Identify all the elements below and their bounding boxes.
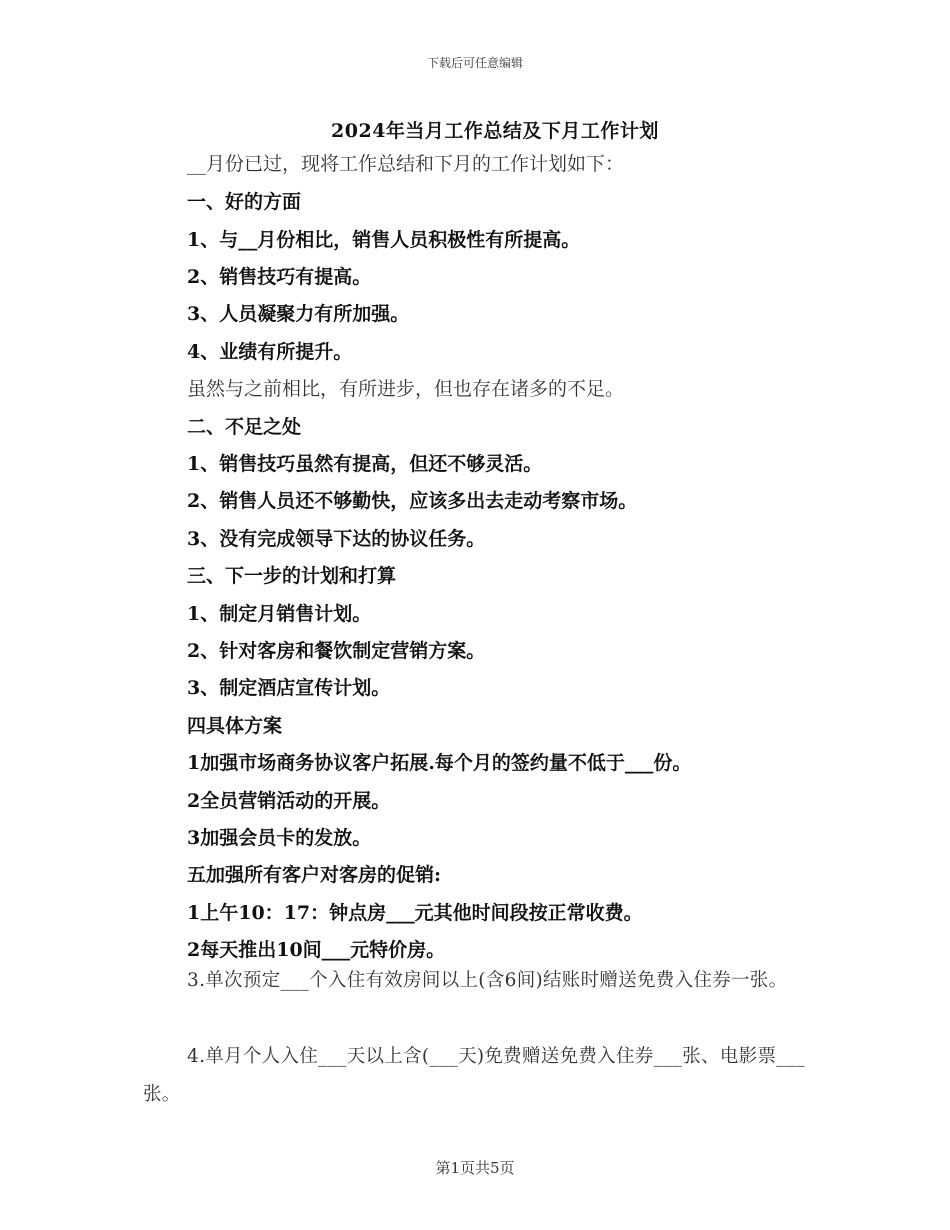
section-heading-1: 一、好的方面 — [187, 191, 302, 213]
list-item: 2每天推出10间___元特价房。 — [187, 939, 446, 961]
list-item: 1、销售技巧虽然有提高，但还不够灵活。 — [187, 453, 543, 475]
list-item: 2、针对客房和餐饮制定营销方案。 — [187, 640, 486, 662]
list-item: 2、销售技巧有提高。 — [187, 266, 372, 288]
section-heading-2: 二、不足之处 — [187, 416, 302, 438]
paragraph: 3.单次预定___个入住有效房间以上(含6间)结账时赠送免费入住券一张。 — [187, 970, 788, 991]
list-item: 3加强会员卡的发放。 — [187, 827, 372, 849]
page-header: 下载后可任意编辑 — [426, 56, 523, 70]
list-item: 4、业绩有所提升。 — [187, 341, 353, 363]
paragraph: 4.单月个人入住___天以上含(___天)免费赠送免费入住券___张、电影票___张。 — [143, 1046, 805, 1105]
page-footer: 第1页共5页 — [435, 1159, 515, 1177]
list-item: 3、制定酒店宣传计划。 — [187, 677, 391, 699]
list-item: 2全员营销活动的开展。 — [187, 790, 391, 812]
list-item: 3、没有完成领导下达的协议任务。 — [187, 528, 486, 550]
list-item: 3、人员凝聚力有所加强。 — [187, 303, 410, 325]
list-item: 1、制定月销售计划。 — [187, 603, 372, 625]
list-item: 1上午10：17：钟点房___元其他时间段按正常收费。 — [187, 902, 643, 924]
list-item: 2、销售人员还不够勤快，应该多出去走动考察市场。 — [187, 490, 638, 512]
section-heading-3: 三、下一步的计划和打算 — [187, 565, 397, 587]
section-heading-4: 四具体方案 — [187, 715, 283, 737]
list-item: 1加强市场商务协议客户拓展.每个月的签约量不低于___份。 — [187, 752, 692, 774]
list-item: 1、与__月份相比，销售人员积极性有所提高。 — [187, 229, 581, 251]
summary-line: 虽然与之前相比，有所进步，但也存在诸多的不足。 — [187, 378, 625, 400]
document-title: 2024年当月工作总结及下月工作计划 — [331, 120, 659, 142]
section-heading-5: 五加强所有客户对客房的促销: — [187, 864, 442, 886]
intro-line: __月份已过，现将工作总结和下月的工作计划如下： — [187, 153, 625, 175]
